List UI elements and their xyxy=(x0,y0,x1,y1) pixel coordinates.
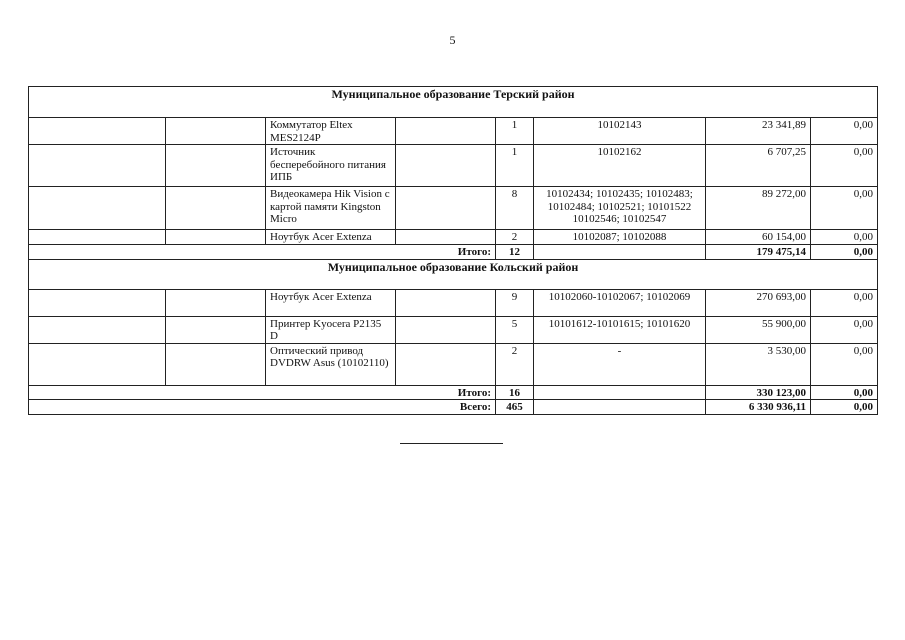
item-cost: 60 154,00 xyxy=(706,230,811,245)
item-qty: 9 xyxy=(496,289,534,316)
closing-line xyxy=(400,443,503,444)
section-header-row xyxy=(29,87,878,118)
item-name: Принтер Kyocera P2135 D xyxy=(266,316,396,343)
empty-cell xyxy=(534,245,706,260)
grand-total-row xyxy=(29,400,878,415)
empty-cell xyxy=(534,385,706,400)
item-residual: 0,00 xyxy=(811,316,878,343)
item-inventory-numbers: 10102434; 10102435; 10102483; 10102484; 10102521; 10101522 10102546; 10102547 xyxy=(534,187,706,230)
subtotal-label: Итого: xyxy=(29,385,496,400)
item-qty: 8 xyxy=(496,187,534,230)
subtotal-label: Итого: xyxy=(29,245,496,260)
section-title: Муниципальное образование Кольский район xyxy=(29,259,878,289)
subtotal-residual: 0,00 xyxy=(811,245,878,260)
item-name: Источник бесперебойного питания ИПБ xyxy=(266,145,396,187)
subtotal-cost: 179 475,14 xyxy=(706,245,811,260)
item-cost: 6 707,25 xyxy=(706,145,811,187)
empty-cell xyxy=(396,187,496,230)
empty-cell xyxy=(166,187,266,230)
table-row xyxy=(29,343,878,385)
section-header-row xyxy=(29,259,878,289)
grand-total-cost: 6 330 936,11 xyxy=(706,400,811,415)
grand-total-residual: 0,00 xyxy=(811,400,878,415)
item-residual: 0,00 xyxy=(811,343,878,385)
item-name: Видеокамера Hik Vision с картой памяти Kingston Micro xyxy=(266,187,396,230)
empty-cell xyxy=(29,343,166,385)
empty-cell xyxy=(29,145,166,187)
empty-cell xyxy=(29,187,166,230)
item-qty: 5 xyxy=(496,316,534,343)
item-qty: 2 xyxy=(496,230,534,245)
item-cost: 89 272,00 xyxy=(706,187,811,230)
empty-cell xyxy=(396,316,496,343)
table-row xyxy=(29,145,878,187)
table-row xyxy=(29,118,878,145)
empty-cell xyxy=(166,118,266,145)
page-number: 5 xyxy=(449,33,456,47)
section-title: Муниципальное образование Терский район xyxy=(29,87,878,118)
empty-cell xyxy=(29,230,166,245)
table-row xyxy=(29,230,878,245)
empty-cell xyxy=(29,316,166,343)
item-residual: 0,00 xyxy=(811,118,878,145)
empty-cell xyxy=(396,289,496,316)
empty-cell xyxy=(534,400,706,415)
item-name: Коммутатор Eltex MES2124P xyxy=(266,118,396,145)
item-qty: 1 xyxy=(496,145,534,187)
item-qty: 2 xyxy=(496,343,534,385)
empty-cell xyxy=(166,316,266,343)
empty-cell xyxy=(166,289,266,316)
empty-cell xyxy=(29,118,166,145)
item-cost: 270 693,00 xyxy=(706,289,811,316)
empty-cell xyxy=(166,230,266,245)
subtotal-qty: 16 xyxy=(496,385,534,400)
empty-cell xyxy=(396,343,496,385)
item-inventory-numbers: 10102060-10102067; 10102069 xyxy=(534,289,706,316)
inventory-table xyxy=(28,86,878,415)
subtotal-row xyxy=(29,385,878,400)
item-inventory-numbers: 10101612-10101615; 10101620 xyxy=(534,316,706,343)
table-row xyxy=(29,289,878,316)
item-name: Ноутбук Acer Extenza xyxy=(266,289,396,316)
subtotal-residual: 0,00 xyxy=(811,385,878,400)
empty-cell xyxy=(29,289,166,316)
grand-total-qty: 465 xyxy=(496,400,534,415)
item-residual: 0,00 xyxy=(811,145,878,187)
table-row xyxy=(29,187,878,230)
item-inventory-numbers: 10102162 xyxy=(534,145,706,187)
item-residual: 0,00 xyxy=(811,230,878,245)
subtotal-qty: 12 xyxy=(496,245,534,260)
item-inventory-numbers: - xyxy=(534,343,706,385)
item-cost: 55 900,00 xyxy=(706,316,811,343)
item-residual: 0,00 xyxy=(811,289,878,316)
item-inventory-numbers: 10102087; 10102088 xyxy=(534,230,706,245)
item-cost: 23 341,89 xyxy=(706,118,811,145)
item-name: Ноутбук Acer Extenza xyxy=(266,230,396,245)
empty-cell xyxy=(166,145,266,187)
subtotal-row xyxy=(29,245,878,260)
empty-cell xyxy=(396,118,496,145)
empty-cell xyxy=(166,343,266,385)
item-name: Оптический привод DVDRW Asus (10102110) xyxy=(266,343,396,385)
empty-cell xyxy=(396,145,496,187)
item-cost: 3 530,00 xyxy=(706,343,811,385)
empty-cell xyxy=(396,230,496,245)
item-qty: 1 xyxy=(496,118,534,145)
table-row xyxy=(29,316,878,343)
grand-total-label: Всего: xyxy=(29,400,496,415)
subtotal-cost: 330 123,00 xyxy=(706,385,811,400)
item-residual: 0,00 xyxy=(811,187,878,230)
item-inventory-numbers: 10102143 xyxy=(534,118,706,145)
